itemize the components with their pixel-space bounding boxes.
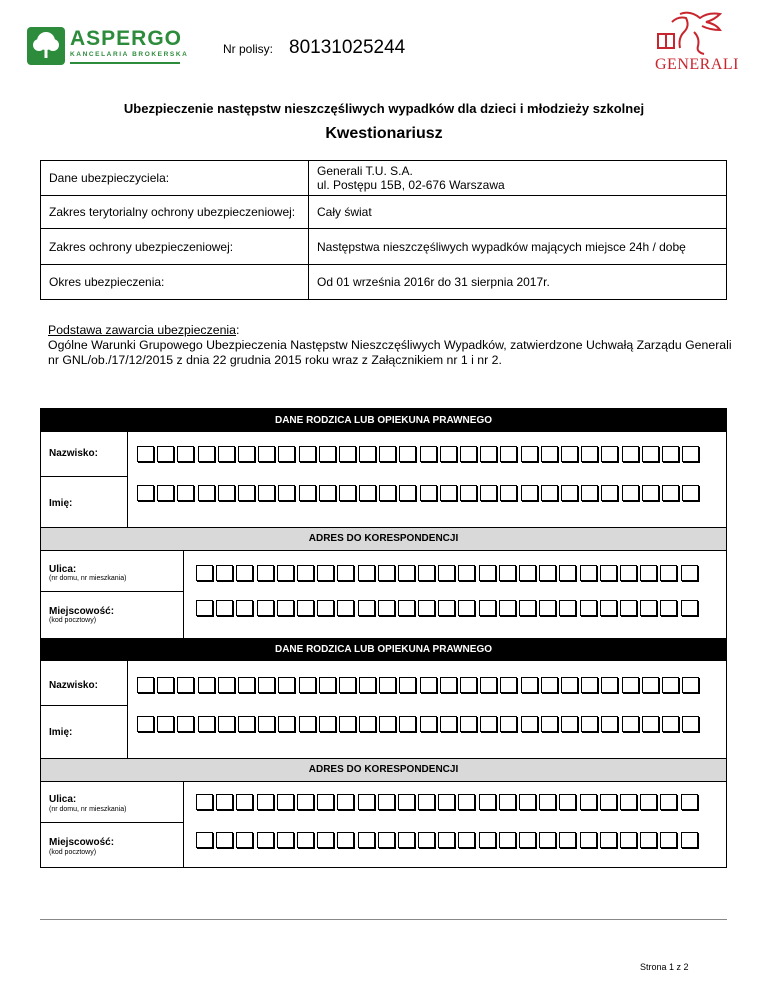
char-box[interactable]: [500, 485, 517, 501]
char-box[interactable]: [499, 832, 516, 848]
char-box[interactable]: [236, 565, 253, 581]
section-header-parent-2: DANE RODZICA LUB OPIEKUNA PRAWNEGO: [41, 638, 726, 661]
street-hint: (nr domu, nr mieszkania): [49, 575, 127, 582]
city-input-boxes[interactable]: [196, 600, 701, 616]
char-box[interactable]: [622, 716, 639, 732]
divider: [41, 476, 127, 477]
char-box[interactable]: [480, 485, 497, 501]
char-box[interactable]: [258, 716, 275, 732]
char-box[interactable]: [278, 716, 295, 732]
address-1-block: [41, 550, 726, 638]
char-box[interactable]: [622, 446, 639, 462]
char-box[interactable]: [198, 677, 215, 693]
char-box[interactable]: [681, 832, 698, 848]
info-label: Zakres terytorialny ochrony ubezpieczeniowej:: [41, 196, 309, 229]
aspergo-brand-subtitle: KANCELARIA BROKERSKA: [70, 51, 189, 58]
char-box[interactable]: [440, 716, 457, 732]
char-box[interactable]: [337, 832, 354, 848]
char-box[interactable]: [541, 485, 558, 501]
basis-colon: :: [235, 323, 240, 337]
char-box[interactable]: [539, 600, 556, 616]
insurance-basis: [48, 323, 738, 368]
divider: [127, 661, 128, 758]
char-box[interactable]: [460, 716, 477, 732]
char-box[interactable]: [499, 600, 516, 616]
char-box[interactable]: [519, 600, 536, 616]
insurer-name: Generali T.U. S.A.: [317, 164, 413, 178]
char-box[interactable]: [480, 677, 497, 693]
char-box[interactable]: [499, 794, 516, 810]
char-box[interactable]: [521, 446, 538, 462]
char-box[interactable]: [257, 565, 274, 581]
char-box[interactable]: [662, 677, 679, 693]
char-box[interactable]: [460, 677, 477, 693]
char-box[interactable]: [258, 677, 275, 693]
char-box[interactable]: [359, 677, 376, 693]
char-box[interactable]: [438, 600, 455, 616]
info-label: Okres ubezpieczenia:: [41, 265, 309, 300]
char-box[interactable]: [580, 600, 597, 616]
divider: [41, 822, 183, 823]
char-box[interactable]: [258, 485, 275, 501]
char-box[interactable]: [278, 485, 295, 501]
street-label: Ulica:: [49, 564, 77, 575]
char-box[interactable]: [339, 716, 356, 732]
char-box[interactable]: [339, 677, 356, 693]
char-box[interactable]: [620, 600, 637, 616]
generali-brand-name: GENERALI: [655, 56, 739, 73]
char-box[interactable]: [500, 677, 517, 693]
char-box[interactable]: [196, 600, 213, 616]
char-box[interactable]: [601, 677, 618, 693]
char-box[interactable]: [458, 600, 475, 616]
char-box[interactable]: [500, 446, 517, 462]
char-box[interactable]: [418, 794, 435, 810]
section-header-address-1: ADRES DO KORESPONDENCJI: [41, 527, 726, 551]
char-box[interactable]: [479, 600, 496, 616]
char-box[interactable]: [622, 677, 639, 693]
char-box[interactable]: [660, 600, 677, 616]
char-box[interactable]: [682, 485, 699, 501]
char-box[interactable]: [358, 832, 375, 848]
char-box[interactable]: [561, 716, 578, 732]
char-box[interactable]: [640, 565, 657, 581]
char-box[interactable]: [216, 794, 233, 810]
char-box[interactable]: [319, 446, 336, 462]
aspergo-brand-name: ASPERGO: [70, 27, 183, 50]
char-box[interactable]: [317, 832, 334, 848]
char-box[interactable]: [137, 716, 154, 732]
char-box[interactable]: [196, 794, 213, 810]
char-box[interactable]: [319, 485, 336, 501]
char-box[interactable]: [600, 794, 617, 810]
char-box[interactable]: [359, 446, 376, 462]
char-box[interactable]: [681, 794, 698, 810]
char-box[interactable]: [559, 832, 576, 848]
char-box[interactable]: [622, 485, 639, 501]
name-input-boxes[interactable]: [137, 716, 702, 732]
section-header-address-2: ADRES DO KORESPONDENCJI: [41, 758, 726, 782]
char-box[interactable]: [238, 716, 255, 732]
char-box[interactable]: [418, 832, 435, 848]
char-box[interactable]: [660, 794, 677, 810]
char-box[interactable]: [398, 832, 415, 848]
char-box[interactable]: [682, 446, 699, 462]
char-box[interactable]: [378, 600, 395, 616]
char-box[interactable]: [257, 600, 274, 616]
char-box[interactable]: [198, 716, 215, 732]
char-box[interactable]: [539, 832, 556, 848]
char-box[interactable]: [581, 446, 598, 462]
char-box[interactable]: [521, 716, 538, 732]
char-box[interactable]: [642, 446, 659, 462]
street-hint: (nr domu, nr mieszkania): [49, 806, 127, 813]
basis-heading: Podstawa zawarcia ubezpieczenia: [48, 323, 236, 337]
city-hint: (kod pocztowy): [49, 617, 97, 624]
char-box[interactable]: [157, 446, 174, 462]
char-box[interactable]: [196, 832, 213, 848]
char-box[interactable]: [337, 565, 354, 581]
insurance-info-table: [40, 160, 727, 300]
policy-number-value: 80131025244: [289, 37, 406, 58]
char-box[interactable]: [480, 716, 497, 732]
char-box[interactable]: [358, 565, 375, 581]
street-label: Ulica:: [49, 794, 77, 805]
char-box[interactable]: [236, 794, 253, 810]
char-box[interactable]: [198, 485, 215, 501]
char-box[interactable]: [299, 716, 316, 732]
char-box[interactable]: [177, 716, 194, 732]
info-row: [41, 196, 727, 229]
char-box[interactable]: [379, 485, 396, 501]
char-box[interactable]: [257, 832, 274, 848]
char-box[interactable]: [642, 485, 659, 501]
char-box[interactable]: [620, 794, 637, 810]
info-value: [309, 161, 727, 196]
char-box[interactable]: [479, 832, 496, 848]
char-box[interactable]: [500, 716, 517, 732]
char-box[interactable]: [580, 565, 597, 581]
char-box[interactable]: [238, 446, 255, 462]
char-box[interactable]: [278, 677, 295, 693]
address-2-block: [41, 781, 726, 867]
document-subtitle: Kwestionariusz: [325, 125, 443, 142]
char-box[interactable]: [681, 565, 698, 581]
name-label: Imię:: [49, 727, 73, 738]
char-box[interactable]: [317, 794, 334, 810]
char-box[interactable]: [337, 794, 354, 810]
char-box[interactable]: [458, 565, 475, 581]
info-row: [41, 265, 727, 300]
info-value: Od 01 września 2016r do 31 sierpnia 2017r.: [309, 265, 727, 300]
city-label: Miejscowość:: [49, 837, 115, 848]
questionnaire-form: [40, 408, 727, 868]
char-box[interactable]: [358, 600, 375, 616]
char-box[interactable]: [378, 565, 395, 581]
char-box[interactable]: [398, 600, 415, 616]
char-box[interactable]: [581, 485, 598, 501]
street-input-boxes[interactable]: [196, 565, 701, 581]
char-box[interactable]: [277, 565, 294, 581]
char-box[interactable]: [277, 794, 294, 810]
char-box[interactable]: [317, 565, 334, 581]
char-box[interactable]: [440, 677, 457, 693]
char-box[interactable]: [297, 565, 314, 581]
char-box[interactable]: [399, 446, 416, 462]
char-box[interactable]: [297, 832, 314, 848]
char-box[interactable]: [580, 832, 597, 848]
char-box[interactable]: [299, 677, 316, 693]
char-box[interactable]: [278, 446, 295, 462]
char-box[interactable]: [559, 600, 576, 616]
char-box[interactable]: [236, 600, 253, 616]
city-label: Miejscowość:: [49, 606, 115, 617]
char-box[interactable]: [378, 832, 395, 848]
char-box[interactable]: [196, 565, 213, 581]
char-box[interactable]: [157, 716, 174, 732]
char-box[interactable]: [640, 600, 657, 616]
divider: [183, 550, 184, 638]
char-box[interactable]: [479, 794, 496, 810]
surname-input-boxes[interactable]: [137, 677, 702, 693]
info-label: Dane ubezpieczyciela:: [41, 161, 309, 196]
char-box[interactable]: [458, 794, 475, 810]
char-box[interactable]: [218, 677, 235, 693]
char-box[interactable]: [216, 600, 233, 616]
char-box[interactable]: [440, 446, 457, 462]
char-box[interactable]: [519, 565, 536, 581]
char-box[interactable]: [236, 832, 253, 848]
divider: [183, 781, 184, 867]
char-box[interactable]: [559, 565, 576, 581]
info-value: Następstwa nieszczęśliwych wypadków mających miejsce 24h / dobę: [309, 229, 727, 265]
char-box[interactable]: [420, 446, 437, 462]
char-box[interactable]: [499, 565, 516, 581]
char-box[interactable]: [339, 485, 356, 501]
char-box[interactable]: [600, 600, 617, 616]
char-box[interactable]: [662, 485, 679, 501]
char-box[interactable]: [218, 716, 235, 732]
char-box[interactable]: [660, 565, 677, 581]
char-box[interactable]: [600, 565, 617, 581]
char-box[interactable]: [137, 446, 154, 462]
char-box[interactable]: [681, 600, 698, 616]
char-box[interactable]: [418, 600, 435, 616]
char-box[interactable]: [359, 716, 376, 732]
char-box[interactable]: [379, 716, 396, 732]
footer-divider: [40, 919, 727, 920]
char-box[interactable]: [539, 794, 556, 810]
info-row: [41, 229, 727, 265]
document-title: Ubezpieczenie następstw nieszczęśliwych wypadków dla dzieci i młodzieży szkolnej: [123, 101, 645, 116]
char-box[interactable]: [541, 716, 558, 732]
char-box[interactable]: [317, 600, 334, 616]
char-box[interactable]: [337, 600, 354, 616]
char-box[interactable]: [238, 677, 255, 693]
char-box[interactable]: [198, 446, 215, 462]
street-input-boxes[interactable]: [196, 794, 701, 810]
char-box[interactable]: [561, 446, 578, 462]
char-box[interactable]: [620, 832, 637, 848]
char-box[interactable]: [398, 794, 415, 810]
char-box[interactable]: [662, 446, 679, 462]
char-box[interactable]: [399, 716, 416, 732]
divider: [127, 432, 128, 528]
char-box[interactable]: [218, 485, 235, 501]
char-box[interactable]: [257, 794, 274, 810]
char-box[interactable]: [299, 485, 316, 501]
char-box[interactable]: [662, 716, 679, 732]
char-box[interactable]: [399, 485, 416, 501]
info-value: Cały świat: [309, 196, 727, 229]
char-box[interactable]: [581, 677, 598, 693]
char-box[interactable]: [640, 832, 657, 848]
char-box[interactable]: [561, 677, 578, 693]
policy-number-label: Nr polisy:: [223, 42, 274, 56]
char-box[interactable]: [660, 832, 677, 848]
char-box[interactable]: [460, 446, 477, 462]
char-box[interactable]: [218, 446, 235, 462]
parent-2-block: [41, 661, 726, 758]
page-number: Strona 1 z 2: [640, 962, 689, 972]
char-box[interactable]: [359, 485, 376, 501]
char-box[interactable]: [519, 832, 536, 848]
char-box[interactable]: [379, 677, 396, 693]
char-box[interactable]: [177, 446, 194, 462]
char-box[interactable]: [580, 794, 597, 810]
char-box[interactable]: [601, 446, 618, 462]
city-hint: (kod pocztowy): [49, 849, 97, 856]
char-box[interactable]: [420, 716, 437, 732]
char-box[interactable]: [640, 794, 657, 810]
char-box[interactable]: [440, 485, 457, 501]
city-input-boxes[interactable]: [196, 832, 701, 848]
name-label: Imię:: [49, 498, 73, 509]
char-box[interactable]: [258, 446, 275, 462]
char-box[interactable]: [682, 677, 699, 693]
char-box[interactable]: [297, 600, 314, 616]
char-box[interactable]: [420, 677, 437, 693]
char-box[interactable]: [319, 677, 336, 693]
char-box[interactable]: [561, 485, 578, 501]
char-box[interactable]: [216, 565, 233, 581]
char-box[interactable]: [297, 794, 314, 810]
char-box[interactable]: [682, 716, 699, 732]
char-box[interactable]: [539, 565, 556, 581]
char-box[interactable]: [438, 565, 455, 581]
basis-text: Ogólne Warunki Grupowego Ubezpieczenia Następstw Nieszczęśliwych Wypadków, zatwierdzone Uchwałą Zarządu Generali nr GNL/ob./17/12/2015 z dnia 22 grudnia 2015 roku wraz z Załącznikiem nr 1 i nr 2.: [48, 338, 732, 367]
char-box[interactable]: [177, 485, 194, 501]
char-box[interactable]: [137, 485, 154, 501]
section-header-parent-1: DANE RODZICA LUB OPIEKUNA PRAWNEGO: [41, 409, 726, 432]
char-box[interactable]: [480, 446, 497, 462]
char-box[interactable]: [299, 446, 316, 462]
char-box[interactable]: [521, 677, 538, 693]
char-box[interactable]: [216, 832, 233, 848]
char-box[interactable]: [339, 446, 356, 462]
divider: [41, 591, 183, 592]
name-input-boxes[interactable]: [137, 485, 702, 501]
char-box[interactable]: [157, 677, 174, 693]
char-box[interactable]: [601, 716, 618, 732]
char-box[interactable]: [541, 446, 558, 462]
char-box[interactable]: [620, 565, 637, 581]
char-box[interactable]: [438, 832, 455, 848]
char-box[interactable]: [600, 832, 617, 848]
char-box[interactable]: [277, 600, 294, 616]
char-box[interactable]: [319, 716, 336, 732]
char-box[interactable]: [479, 565, 496, 581]
char-box[interactable]: [177, 677, 194, 693]
char-box[interactable]: [137, 677, 154, 693]
divider: [41, 705, 127, 706]
info-label: Zakres ochrony ubezpieczeniowej:: [41, 229, 309, 265]
surname-label: Nazwisko:: [49, 448, 98, 459]
char-box[interactable]: [277, 832, 294, 848]
char-box[interactable]: [519, 794, 536, 810]
char-box[interactable]: [358, 794, 375, 810]
char-box[interactable]: [581, 716, 598, 732]
char-box[interactable]: [398, 565, 415, 581]
char-box[interactable]: [601, 485, 618, 501]
parent-1-block: [41, 432, 726, 528]
info-row: [41, 161, 727, 196]
surname-label: Nazwisko:: [49, 680, 98, 691]
surname-input-boxes[interactable]: [137, 446, 702, 462]
char-box[interactable]: [438, 794, 455, 810]
char-box[interactable]: [418, 565, 435, 581]
char-box[interactable]: [378, 794, 395, 810]
char-box[interactable]: [541, 677, 558, 693]
char-box[interactable]: [642, 716, 659, 732]
char-box[interactable]: [420, 485, 437, 501]
char-box[interactable]: [460, 485, 477, 501]
char-box[interactable]: [399, 677, 416, 693]
char-box[interactable]: [642, 677, 659, 693]
insurer-address: ul. Postępu 15B, 02-676 Warszawa: [317, 178, 505, 192]
char-box[interactable]: [521, 485, 538, 501]
char-box[interactable]: [157, 485, 174, 501]
char-box[interactable]: [559, 794, 576, 810]
char-box[interactable]: [238, 485, 255, 501]
char-box[interactable]: [379, 446, 396, 462]
char-box[interactable]: [458, 832, 475, 848]
